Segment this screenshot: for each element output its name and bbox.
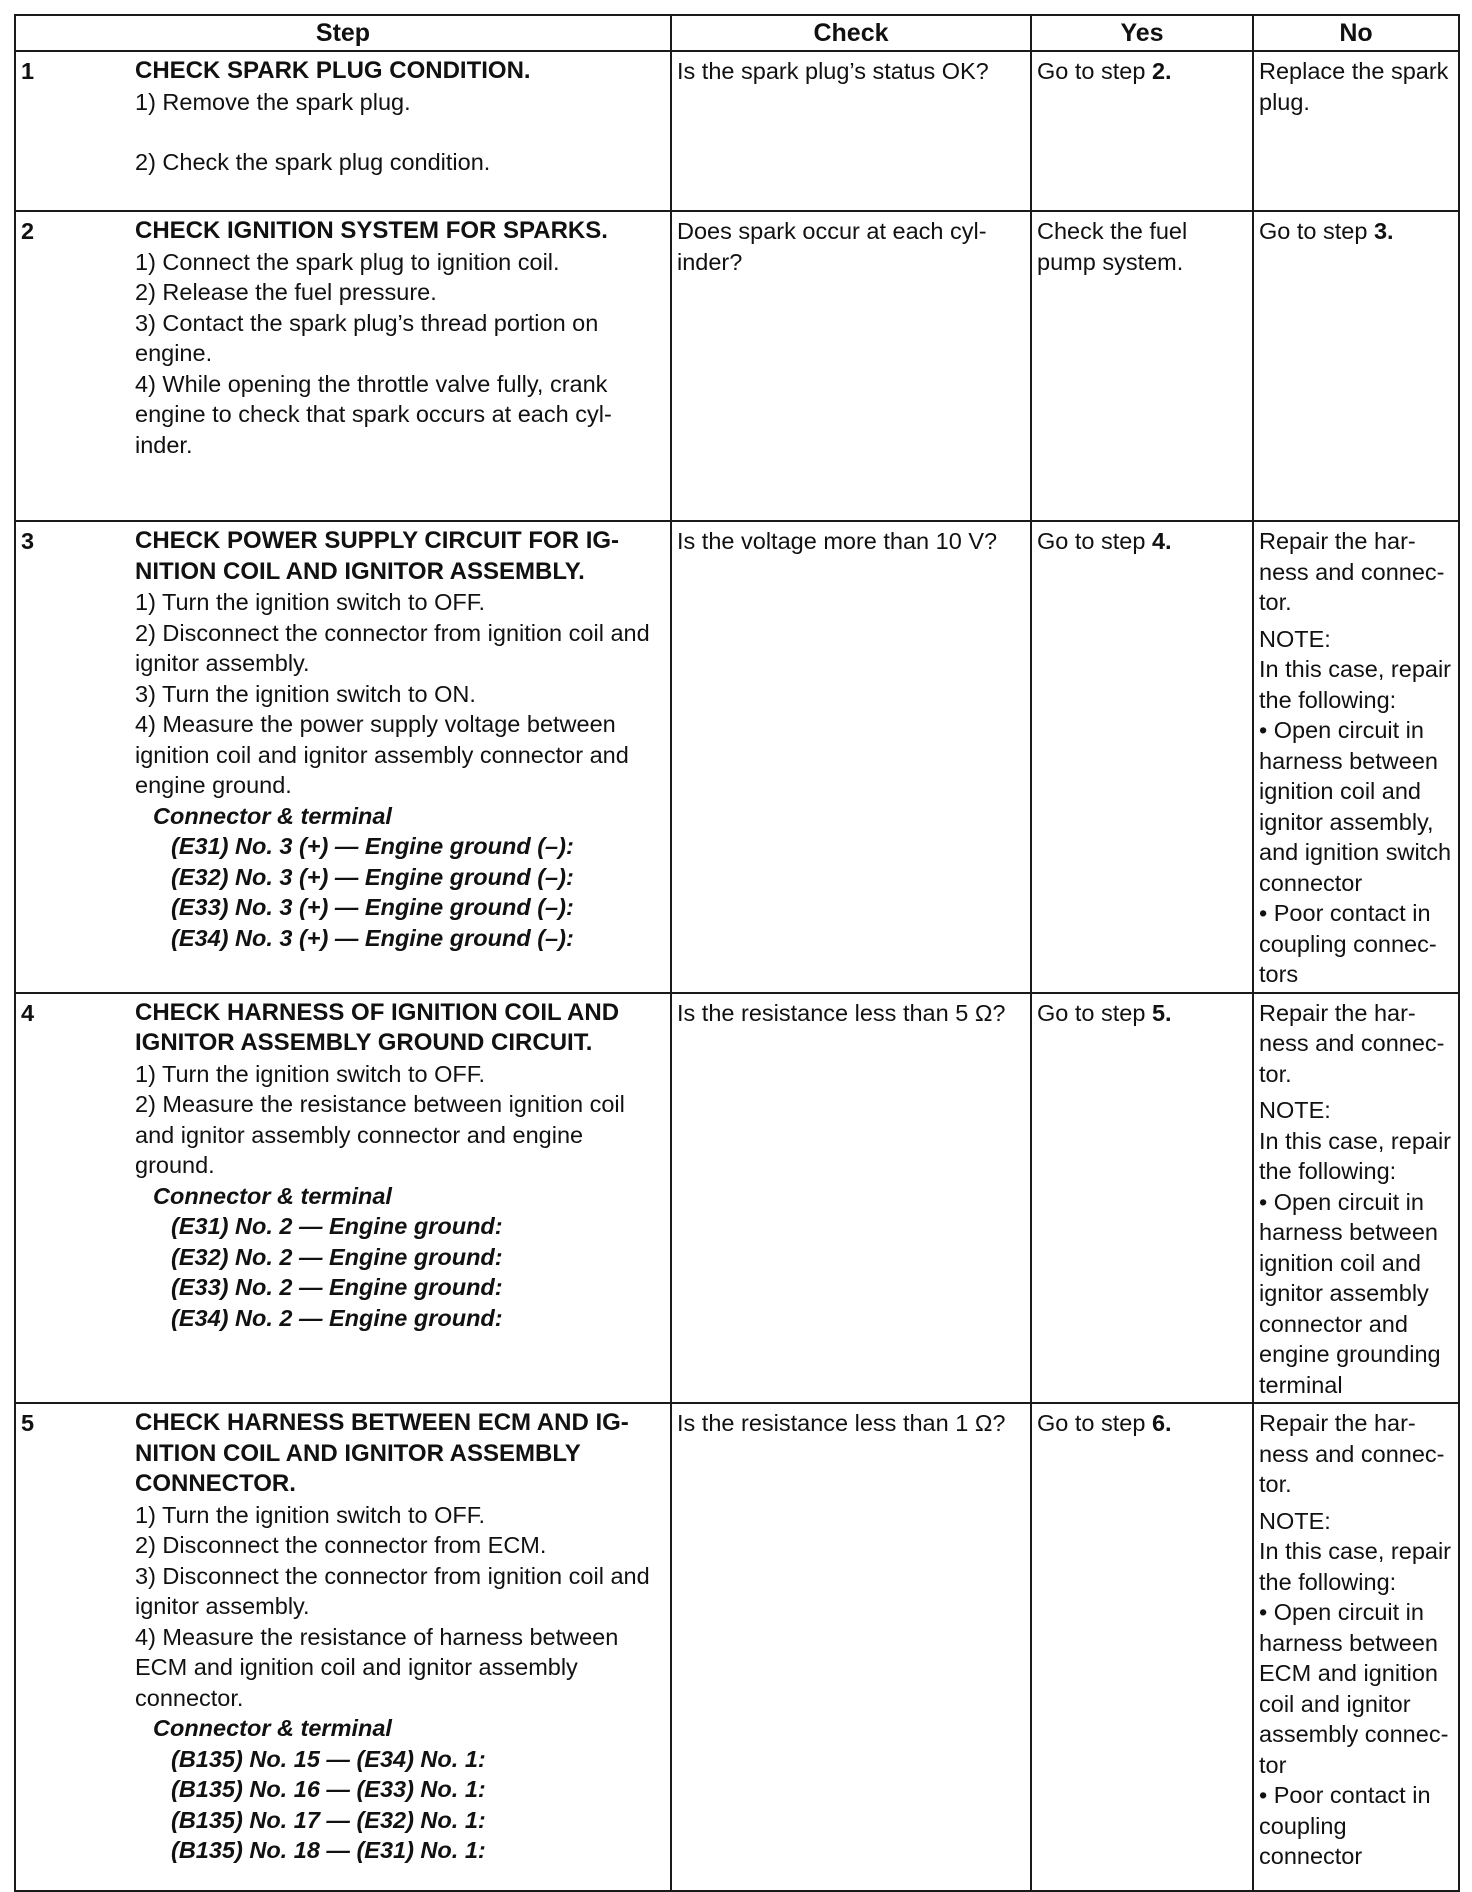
terminal-spec: (E34) No. 2 — Engine ground: bbox=[171, 1304, 503, 1331]
yes-step-ref: 2. bbox=[1151, 58, 1172, 84]
no-cell bbox=[1253, 521, 1459, 993]
connector-terminal-label: Connector & terminal bbox=[153, 802, 392, 829]
yes-text: Go to step bbox=[1037, 528, 1152, 554]
no-cell bbox=[1253, 51, 1459, 211]
yes-cell bbox=[1031, 993, 1253, 1404]
no-repair: Repair the har-ness and connec-tor. bbox=[1259, 528, 1445, 615]
step-cell bbox=[135, 993, 671, 1404]
table-row bbox=[15, 521, 1459, 993]
step-title: CHECK IGNITION SYSTEM FOR SPARKS. bbox=[135, 217, 608, 244]
header-yes: Yes bbox=[1031, 15, 1253, 51]
yes-step-ref: 6. bbox=[1151, 1410, 1172, 1436]
step-instruction: 4) While opening the throttle valve fully, crank engine to check that spark occurs at each cyl-inder. bbox=[135, 370, 612, 458]
check-cell: Does spark occur at each cyl-inder? bbox=[671, 211, 1031, 521]
step-cell bbox=[135, 521, 671, 993]
yes-step-ref: 5. bbox=[1151, 999, 1172, 1026]
step-cell bbox=[135, 1403, 671, 1891]
table-row bbox=[15, 993, 1459, 1404]
no-cell bbox=[1253, 1403, 1459, 1891]
note-bullet: • Open circuit in harness between ignition coil and ignitor assembly connector and engine grounding terminal bbox=[1259, 1188, 1441, 1398]
step-number: 2 bbox=[15, 211, 135, 521]
step-instruction: 1) Connect the spark plug to ignition coil. bbox=[135, 248, 560, 275]
step-number: 3 bbox=[15, 521, 135, 993]
step-instruction: 2) Check the spark plug condition. bbox=[135, 149, 491, 175]
terminal-spec: (E33) No. 3 (+) — Engine ground (–): bbox=[171, 894, 574, 920]
step-instruction: 1) Turn the ignition switch to OFF. bbox=[135, 589, 486, 615]
step-title: CHECK SPARK PLUG CONDITION. bbox=[135, 57, 531, 84]
connector-terminal-label: Connector & terminal bbox=[153, 1715, 392, 1741]
yes-cell: Check the fuel pump system. bbox=[1031, 211, 1253, 521]
terminal-spec: (E32) No. 2 — Engine ground: bbox=[171, 1243, 503, 1270]
header-row bbox=[15, 15, 1459, 51]
step-title: CHECK HARNESS OF IGNITION COIL AND IGNITOR ASSEMBLY GROUND CIRCUIT. bbox=[135, 998, 620, 1056]
check-cell: Is the resistance less than 5 Ω? bbox=[671, 993, 1031, 1404]
step-instruction: 3) Contact the spark plug’s thread portion on engine. bbox=[135, 309, 599, 366]
no-text: Replace the spark plug. bbox=[1259, 58, 1449, 115]
step-instruction: 3) Disconnect the connector from ignition coil and ignitor assembly. bbox=[135, 1562, 650, 1619]
terminal-spec: (B135) No. 18 — (E31) No. 1: bbox=[171, 1837, 486, 1863]
note-label: NOTE: bbox=[1259, 1097, 1331, 1123]
step-instruction: 2) Measure the resistance between ignition coil and ignitor assembly connector and engine ground. bbox=[135, 1091, 625, 1178]
step-number: 1 bbox=[15, 51, 135, 211]
step-cell bbox=[135, 211, 671, 521]
no-cell bbox=[1253, 211, 1459, 521]
note-bullet: • Open circuit in harness between ignition coil and ignitor assembly, and ignition switch connector bbox=[1259, 717, 1452, 896]
step-instruction: 2) Release the fuel pressure. bbox=[135, 279, 437, 305]
note-text: In this case, repair the following: bbox=[1259, 656, 1452, 713]
step-instruction: 2) Disconnect the connector from ignition coil and ignitor assembly. bbox=[135, 619, 650, 676]
table-row bbox=[15, 211, 1459, 521]
header-step: Step bbox=[15, 15, 671, 51]
check-cell: Is the voltage more than 10 V? bbox=[671, 521, 1031, 993]
note-label: NOTE: bbox=[1259, 625, 1331, 652]
step-instruction: 4) Measure the power supply voltage between ignition coil and ignitor assembly connector and engine ground. bbox=[135, 711, 629, 798]
step-instruction: 2) Disconnect the connector from ECM. bbox=[135, 1532, 547, 1558]
yes-cell bbox=[1031, 51, 1253, 211]
note-bullet: • Poor contact in coupling connec-tors bbox=[1259, 900, 1437, 987]
connector-terminal-label: Connector & terminal bbox=[153, 1182, 392, 1209]
no-cell bbox=[1253, 993, 1459, 1404]
terminal-spec: (B135) No. 16 — (E33) No. 1: bbox=[171, 1776, 486, 1802]
step-instruction: 4) Measure the resistance of harness between ECM and ignition coil and ignitor assembly connector. bbox=[135, 1623, 619, 1711]
yes-text: Go to step bbox=[1037, 58, 1152, 84]
step-number: 4 bbox=[15, 993, 135, 1404]
note-text: In this case, repair the following: bbox=[1259, 1127, 1452, 1184]
no-repair: Repair the har-ness and connec-tor. bbox=[1259, 1410, 1445, 1497]
step-title: CHECK HARNESS BETWEEN ECM AND IG-NITION COIL AND IGNITOR ASSEMBLY CONNECTOR. bbox=[135, 1409, 629, 1497]
yes-step-ref: 4. bbox=[1151, 528, 1172, 554]
no-repair: Repair the har-ness and connec-tor. bbox=[1259, 999, 1445, 1087]
diagnostic-table bbox=[14, 14, 1460, 1892]
header-check: Check bbox=[671, 15, 1031, 51]
terminal-spec: (E34) No. 3 (+) — Engine ground (–): bbox=[171, 924, 574, 951]
step-instruction: 1) Remove the spark plug. bbox=[135, 88, 411, 115]
terminal-spec: (E31) No. 2 — Engine ground: bbox=[171, 1213, 503, 1239]
check-cell: Is the resistance less than 1 Ω? bbox=[671, 1403, 1031, 1891]
step-cell bbox=[135, 51, 671, 211]
step-number: 5 bbox=[15, 1403, 135, 1891]
no-step-ref: 3. bbox=[1373, 218, 1394, 244]
table-row bbox=[15, 51, 1459, 211]
step-title: CHECK POWER SUPPLY CIRCUIT FOR IG-NITION COIL AND IGNITOR ASSEMBLY. bbox=[135, 527, 620, 585]
yes-cell bbox=[1031, 1403, 1253, 1891]
yes-text: Go to step bbox=[1037, 1410, 1152, 1436]
note-label: NOTE: bbox=[1259, 1507, 1331, 1534]
yes-text: Go to step bbox=[1037, 999, 1152, 1026]
terminal-spec: (B135) No. 17 — (E32) No. 1: bbox=[171, 1806, 486, 1833]
step-instruction: 3) Turn the ignition switch to ON. bbox=[135, 680, 476, 707]
note-bullet: • Open circuit in harness between ECM and ignition coil and ignitor assembly connec-tor bbox=[1259, 1599, 1449, 1778]
step-instruction: 1) Turn the ignition switch to OFF. bbox=[135, 1060, 486, 1087]
terminal-spec: (B135) No. 15 — (E34) No. 1: bbox=[171, 1745, 486, 1772]
table-row bbox=[15, 1403, 1459, 1891]
no-text: Go to step bbox=[1259, 218, 1374, 244]
note-bullet: • Poor contact in coupling connector bbox=[1259, 1782, 1431, 1869]
note-text: In this case, repair the following: bbox=[1259, 1538, 1452, 1595]
step-instruction: 1) Turn the ignition switch to OFF. bbox=[135, 1501, 486, 1528]
terminal-spec: (E33) No. 2 — Engine ground: bbox=[171, 1274, 503, 1300]
check-cell: Is the spark plug’s status OK? bbox=[671, 51, 1031, 211]
header-no: No bbox=[1253, 15, 1459, 51]
terminal-spec: (E31) No. 3 (+) — Engine ground (–): bbox=[171, 833, 574, 859]
yes-cell bbox=[1031, 521, 1253, 993]
terminal-spec: (E32) No. 3 (+) — Engine ground (–): bbox=[171, 863, 574, 890]
